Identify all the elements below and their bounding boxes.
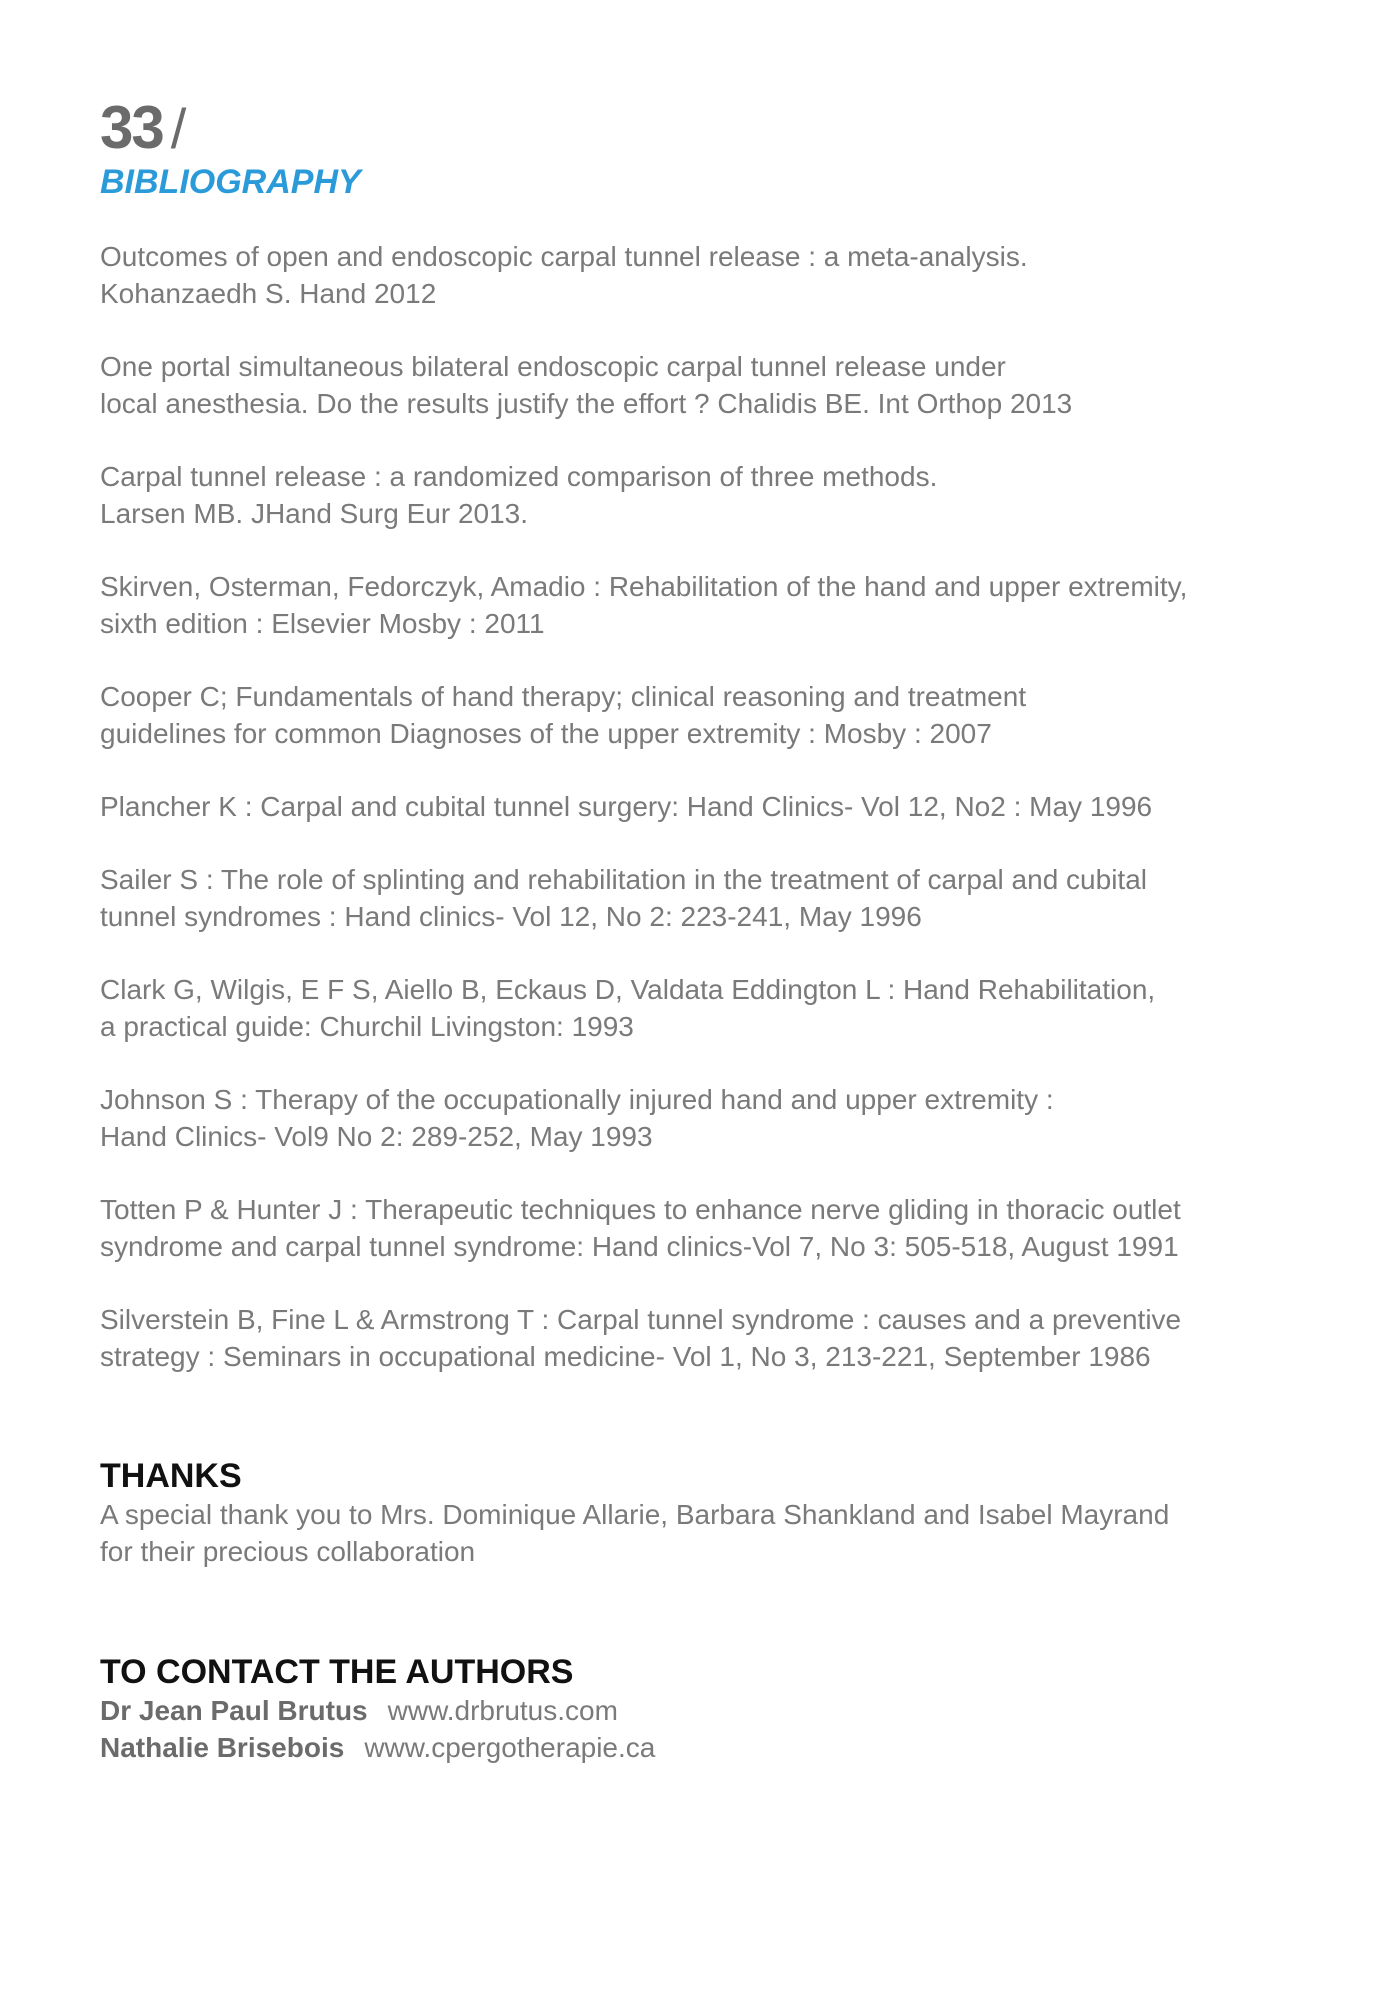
author-website-link[interactable]: www.drbrutus.com [387, 1695, 618, 1726]
bibliography-entry-line: a practical guide: Churchil Livingston: 1993 [100, 1011, 634, 1042]
bibliography-entry-line: Kohanzaedh S. Hand 2012 [100, 278, 437, 309]
author-name: Dr Jean Paul Brutus [100, 1695, 368, 1726]
bibliography-entry-line: Silverstein B, Fine L & Armstrong T : Carpal tunnel syndrome : causes and a preventive [100, 1304, 1182, 1335]
bibliography-entry [100, 1191, 1340, 1265]
bibliography-list [100, 238, 1340, 1411]
bibliography-entry [100, 568, 1340, 642]
thanks-heading: THANKS [100, 1457, 242, 1495]
bibliography-entry [100, 1081, 1340, 1155]
bibliography-entry-line: strategy : Seminars in occupational medicine- Vol 1, No 3, 213-221, September 1986 [100, 1341, 1151, 1372]
thanks-text [100, 1496, 1340, 1570]
thanks-text-line: A special thank you to Mrs. Dominique Allarie, Barbara Shankland and Isabel Mayrand [100, 1499, 1170, 1530]
bibliography-entry [100, 238, 1340, 312]
bibliography-entry-line: Outcomes of open and endoscopic carpal tunnel release : a meta-analysis. [100, 241, 1028, 272]
bibliography-entry-line: Totten P & Hunter J : Therapeutic techniques to enhance nerve gliding in thoracic outlet [100, 1194, 1181, 1225]
bibliography-entry-line: Cooper C; Fundamentals of hand therapy; clinical reasoning and treatment [100, 681, 1027, 712]
section-title: BIBLIOGRAPHY [100, 163, 361, 201]
author-website-link[interactable]: www.cpergotherapie.ca [364, 1732, 656, 1763]
bibliography-entry-line: Sailer S : The role of splinting and rehabilitation in the treatment of carpal and cubital [100, 864, 1147, 895]
bibliography-entry-line: One portal simultaneous bilateral endoscopic carpal tunnel release under [100, 351, 1006, 382]
bibliography-entry-line: Skirven, Osterman, Fedorczyk, Amadio : Rehabilitation of the hand and upper extremity, [100, 571, 1188, 602]
bibliography-entry-line: Larsen MB. JHand Surg Eur 2013. [100, 498, 529, 529]
bibliography-entry-line: local anesthesia. Do the results justify the effort ? Chalidis BE. Int Orthop 2013 [100, 388, 1073, 419]
bibliography-entry-line: syndrome and carpal tunnel syndrome: Hand clinics-Vol 7, No 3: 505-518, August 1991 [100, 1231, 1179, 1262]
bibliography-entry-line: Clark G, Wilgis, E F S, Aiello B, Eckaus D, Valdata Eddington L : Hand Rehabilitation, [100, 974, 1156, 1005]
bibliography-entry-line: Plancher K : Carpal and cubital tunnel surgery: Hand Clinics- Vol 12, No2 : May 1996 [100, 791, 1153, 822]
thanks-text-line: for their precious collaboration [100, 1536, 476, 1567]
bibliography-entry-line: sixth edition : Elsevier Mosby : 2011 [100, 608, 545, 639]
contact-heading: TO CONTACT THE AUTHORS [100, 1653, 574, 1691]
bibliography-entry [100, 348, 1340, 422]
page-header [100, 94, 361, 202]
thanks-section [100, 1456, 1340, 1570]
author-name: Nathalie Brisebois [100, 1732, 345, 1763]
bibliography-entry-line: tunnel syndromes : Hand clinics- Vol 12, No 2: 223-241, May 1996 [100, 901, 922, 932]
bibliography-entry [100, 788, 1340, 825]
bibliography-entry [100, 678, 1340, 752]
contact-section [100, 1652, 1340, 1766]
page-number-separator: / [170, 97, 187, 160]
bibliography-entry-line: Hand Clinics- Vol9 No 2: 289-252, May 1993 [100, 1121, 653, 1152]
page-number-line [100, 94, 361, 161]
contact-row [100, 1692, 1340, 1729]
bibliography-entry [100, 971, 1340, 1045]
bibliography-entry-line: guidelines for common Diagnoses of the upper extremity : Mosby : 2007 [100, 718, 992, 749]
bibliography-entry-line: Johnson S : Therapy of the occupationally injured hand and upper extremity : [100, 1084, 1054, 1115]
bibliography-entry-line: Carpal tunnel release : a randomized comparison of three methods. [100, 461, 938, 492]
bibliography-entry [100, 861, 1340, 935]
contact-row [100, 1729, 1340, 1766]
bibliography-entry [100, 458, 1340, 532]
page-number: 33 [100, 94, 163, 161]
bibliography-entry [100, 1301, 1340, 1375]
